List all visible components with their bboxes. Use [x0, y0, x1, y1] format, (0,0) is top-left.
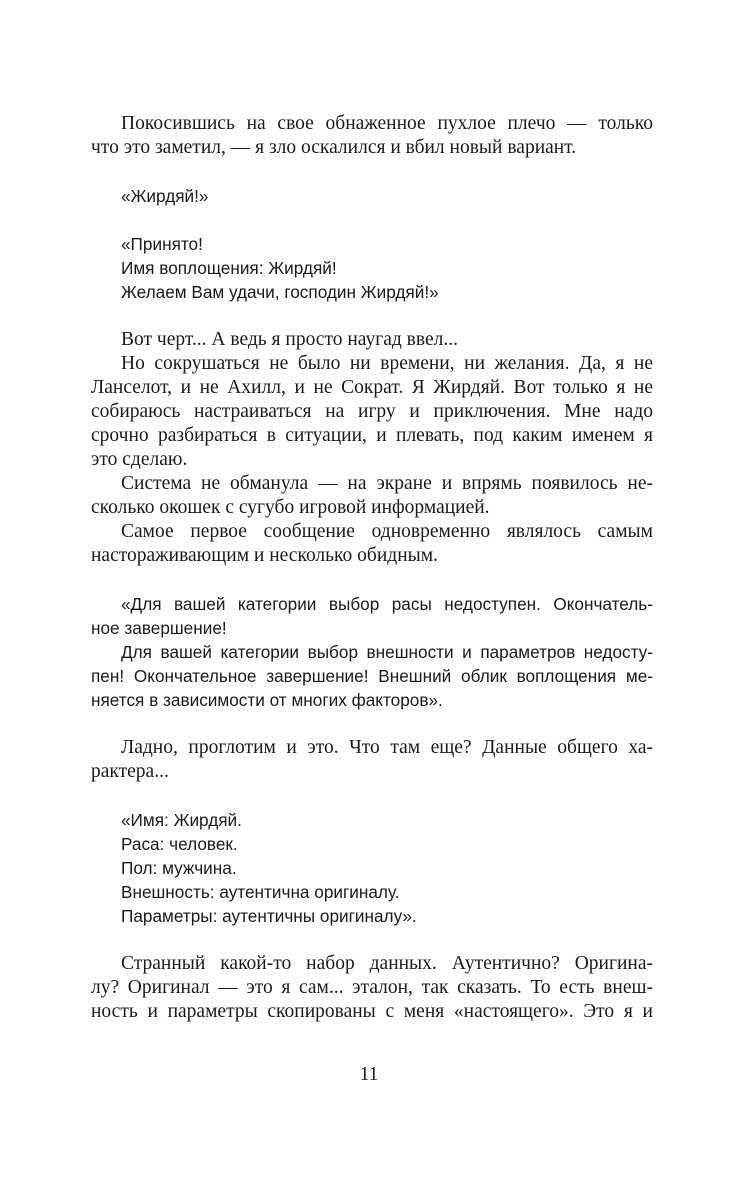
text-line: Пол: мужчина.	[121, 858, 237, 878]
text-line: «Принято!	[121, 234, 203, 254]
text-line: «Имя: Жирдяй.	[121, 810, 242, 830]
text-line: это сделаю.	[91, 449, 188, 470]
text-line: Имя воплощения: Жирдяй!	[121, 258, 337, 278]
text-line: Система не обманула — на экране и впрямь появилось не-	[121, 473, 653, 494]
text-line: «Для вашей категории выбор расы недоступен. Окончатель-	[121, 594, 653, 614]
paragraph	[91, 472, 653, 520]
text-line: пен! Окончательное завершение! Внешний облик воплощения ме-	[91, 666, 653, 686]
text-line: Ланселот, и не Ахилл, и не Сократ. Я Жирдяй. Вот только я не	[91, 377, 653, 398]
text-line: няется в зависимости от многих факторов».	[91, 690, 443, 710]
text-line: Самое первое сообщение одновременно являлось самым	[121, 521, 653, 542]
text-line: Ладно, проглотим и это. Что там еще? Данные общего ха-	[121, 737, 653, 758]
text-line: Внешность: аутентична оригиналу.	[121, 882, 400, 902]
paragraph	[91, 112, 653, 160]
text-line: срочно разбираться в ситуации, и плевать, под каким именем я	[91, 425, 653, 446]
system-message	[91, 808, 653, 928]
page-number: 11	[359, 1064, 379, 1085]
text-line: Раса: человек.	[121, 834, 238, 854]
paragraph	[91, 328, 653, 352]
paragraph	[91, 520, 653, 568]
paragraph	[91, 352, 653, 472]
text-line: собираюсь настраиваться на игру и приключения. Мне надо	[91, 401, 653, 422]
text-line: Странный какой-то набор данных. Аутентично? Оригина-	[121, 953, 653, 974]
text-line: Параметры: аутентичны оригиналу».	[121, 906, 417, 926]
system-message	[91, 640, 653, 712]
page-body	[91, 112, 653, 1024]
text-line: Вот черт... А ведь я просто наугад ввел...	[121, 329, 458, 350]
text-line: Для вашей категории выбор внешности и параметров недосту-	[121, 642, 653, 662]
text-line: сколько окошек с сугубо игровой информацией.	[91, 497, 490, 518]
text-line: «Жирдяй!»	[121, 186, 209, 206]
paragraph	[91, 952, 653, 1024]
text-line: Покосившись на свое обнаженное пухлое плечо — только	[121, 113, 653, 134]
system-message	[91, 232, 653, 304]
text-line: Но сокрушаться не было ни времени, ни желания. Да, я не	[121, 353, 653, 374]
text-line: настораживающим и несколько обидным.	[91, 545, 438, 566]
text-line: лу? Оригинал — это я сам... эталон, так сказать. То есть внеш-	[91, 977, 653, 998]
paragraph	[91, 736, 653, 784]
system-message	[91, 184, 653, 208]
text-line: ность и параметры скопированы с меня «настоящего». Это я и	[91, 1001, 653, 1022]
text-line: рактера...	[91, 761, 169, 782]
system-message	[91, 592, 653, 640]
text-line: что это заметил, — я зло оскалился и вбил новый вариант.	[91, 137, 577, 158]
text-line: Желаем Вам удачи, господин Жирдяй!»	[121, 282, 439, 302]
text-line: ное завершение!	[91, 618, 227, 638]
